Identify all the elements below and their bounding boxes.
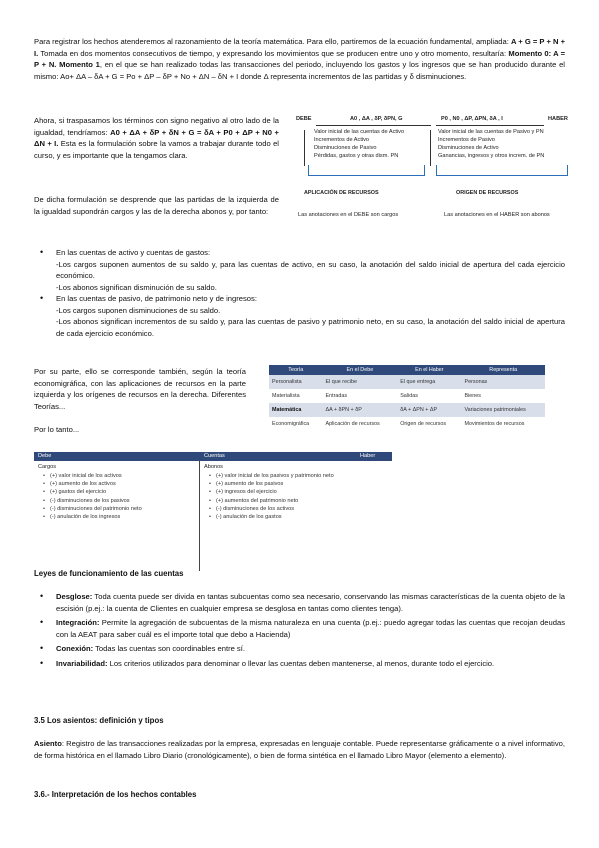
law-term: Integración: bbox=[56, 618, 100, 627]
left-item: Disminuciones de Pasivo bbox=[314, 145, 377, 151]
section-3-5-heading: 3.5 Los asientos: definición y tipos bbox=[34, 716, 164, 725]
law-term: Conexión: bbox=[56, 644, 94, 653]
asiento-text: : Registro de las transacciones realizadas por la empresa, expresadas en lenguaje contable. Puede representarse gráficamente o a nivel informativo, de forma histórica en el llamado Libro Diario (cronológicamente), o bien de forma sintética en el llamado Libro Mayor (elemento a elemento). bbox=[34, 739, 565, 760]
debe-haber-header bbox=[34, 452, 392, 461]
list-item: • (-) disminuciones de los pasivos bbox=[50, 497, 195, 505]
table-cell: δA + ΔPN + ΔP bbox=[397, 403, 461, 417]
table-row bbox=[269, 375, 545, 389]
haber-line bbox=[436, 125, 544, 126]
right-item: Disminuciones de Activo bbox=[438, 145, 499, 151]
list-item: • (+) aumento de los pasivos bbox=[216, 480, 388, 488]
list-item: • (+) ingresos del ejercicio bbox=[216, 488, 388, 496]
table-cell: Economigráfica bbox=[272, 421, 310, 427]
laws-list bbox=[34, 591, 565, 669]
table-cell: Bienes bbox=[464, 393, 481, 399]
list-item bbox=[34, 617, 565, 640]
intro-text-3: , en el que se han realizado todas las transacciones del periodo, incluyendo los gastos y los ingresos que se han producido durante el mismo: Ao+ ΔA – δA + G = Po + ΔP – δP + No + ΔN – δN + I donde Δ representa incrementos de las partidas y δ disminuciones. bbox=[34, 60, 565, 81]
account-rules-list bbox=[34, 247, 565, 339]
intro-text: Para registrar los hechos atenderemos al razonamiento de la teoría matemática. Para ello, partiremos de la ecuación fundamental, ampliada: bbox=[34, 37, 511, 46]
formulation-text-2: Esta es la formulación sobre la vamos a trabajar durante todo el curso, y es importante que la tengamos clara. bbox=[34, 139, 279, 160]
law-term: Invariabilidad: bbox=[56, 658, 108, 668]
right-item: Valor inicial de las cuentas de Pasivo y PN bbox=[438, 129, 544, 135]
asiento-term: Asiento bbox=[34, 739, 62, 748]
aplicacion-label: APLICACIÓN DE RECURSOS bbox=[304, 190, 379, 196]
haber-note: Las anotaciones en el HABER son abonos bbox=[444, 212, 550, 218]
table-cell: Salidas bbox=[400, 393, 418, 399]
column-header: Representa bbox=[461, 365, 545, 375]
list-item-sub: -Los cargos suponen aumentos de su saldo y, para las cuentas de activo, en su caso, la anotación del saldo inicial de apertura del cada ejercicio económico. bbox=[56, 259, 565, 280]
table-cell: El que recibe bbox=[323, 375, 398, 389]
right-item: Incrementos de Pasivo bbox=[438, 137, 495, 143]
list-item: • (-) disminuciones de los activos bbox=[216, 505, 388, 513]
list-item-title: En las cuentas de pasivo, de patrimonio neto y de ingresos: bbox=[56, 294, 257, 303]
origen-label: ORIGEN DE RECURSOS bbox=[456, 190, 519, 196]
cargos-title: Cargos bbox=[38, 464, 57, 470]
list-item-sub: -Los cargos suponen disminuciones de su saldo. bbox=[56, 305, 221, 315]
table-cell: Materialista bbox=[272, 393, 300, 399]
list-item: • (+) gastos del ejercicio bbox=[50, 488, 195, 496]
list-item-sub: -Los abonos significan disminución de su saldo. bbox=[56, 282, 217, 292]
left-item: Valor inicial de las cuentas de Activo bbox=[314, 129, 405, 135]
cuentas-header: Cuentas bbox=[204, 453, 225, 459]
right-formula: P0 , N0 , ΔP, ΔPN, δA , I bbox=[441, 116, 503, 122]
debe-haber-table bbox=[34, 452, 392, 571]
table-cell: Personas bbox=[461, 375, 545, 389]
list-item: • (+) valor inicial de los pasivos y patrimonio neto bbox=[216, 472, 388, 480]
formulation-paragraph bbox=[34, 115, 279, 161]
table-cell: Origen de recursos bbox=[400, 421, 447, 427]
right-item: Ganancias, ingresos y otros increm. de PN bbox=[438, 153, 545, 159]
list-item: • (+) aumentos del patrimonio neto bbox=[216, 497, 388, 505]
list-item: • (-) anulación de los ingresos bbox=[50, 513, 195, 521]
debe-haber-body bbox=[34, 461, 392, 571]
intro-paragraph bbox=[34, 36, 565, 82]
left-item: Pérdidas, gastos y otras dism. PN bbox=[314, 153, 399, 159]
law-text: Toda cuenta puede ser divida en tantas subcuentas como sea necesario, conservando las mismas características de la cuenta objeto de la escisión (p.ej.: la cuenta de Clientes en cualquier empresa se desglosa en tantas como clientes tenga). bbox=[56, 592, 565, 613]
table-cell: Aplicación de recursos bbox=[325, 421, 380, 427]
table-row bbox=[269, 389, 545, 403]
accounting-equation-diagram bbox=[296, 116, 579, 236]
equation-ampliada: A + G = P + N + I. bbox=[34, 37, 566, 58]
cargos-list bbox=[38, 472, 195, 521]
law-text: Los criterios utilizados para denominar o llevar las cuentas deben mantenerse, al menos, durante todo el ejercicio. bbox=[107, 658, 495, 668]
list-item bbox=[34, 247, 565, 293]
laws-heading: Leyes de funcionamiento de las cuentas bbox=[34, 569, 184, 578]
list-item bbox=[34, 658, 565, 670]
law-text: Permite la agregación de subcuentas de la misma naturaleza en una cuenta (p.ej.: puedo agregar todas las cuentas que recojan deudas con la AEAT para saber cuál es el importe total que debo a Hacienda) bbox=[56, 618, 565, 639]
left-item: Incrementos de Activo bbox=[314, 137, 370, 143]
momento0-equation: A = P + N. bbox=[34, 48, 565, 69]
left-formula: A0 , ΔA , δP, δPN, G bbox=[350, 116, 403, 122]
haber-header: Haber bbox=[360, 453, 376, 459]
column-header: Teoría bbox=[269, 365, 323, 375]
haber-bracket bbox=[430, 130, 431, 166]
cargos-abonos-paragraph: De dicha formulación se desprende que las partidas de la izquierda de la igualdad supondrán cargos y las de la derecha abonos y, por tanto: bbox=[34, 195, 279, 216]
column-header: En el Haber bbox=[397, 365, 461, 375]
formulation-text: Ahora, si traspasamos los términos con signo negativo al otro lado de la igualdad, tendríamos: bbox=[34, 116, 279, 137]
table-row bbox=[269, 417, 545, 431]
table-cell: Matemática bbox=[269, 403, 323, 417]
debe-label: DEBE bbox=[296, 116, 312, 122]
left-brace bbox=[308, 165, 425, 176]
theories-paragraph: Por su parte, ello se corresponde también, según la teoría economigráfica, con las aplicaciones de recursos en la parte izquierda y los orígenes de recursos en la derecha. Diferentes Teorías... bbox=[34, 367, 246, 411]
debe-header: Debe bbox=[38, 453, 52, 459]
column-header: En el Debe bbox=[323, 365, 398, 375]
table-cell: Variaciones patrimoniales bbox=[461, 403, 545, 417]
por-lo-tanto: Por lo tanto... bbox=[34, 425, 80, 434]
list-item: • (-) disminuciones del patrimonio neto bbox=[50, 505, 195, 513]
table-cell: Movimientos de recursos bbox=[464, 421, 525, 427]
list-item bbox=[34, 591, 565, 614]
table-cell: ΔA + δPN + δP bbox=[323, 403, 398, 417]
cargos-column bbox=[34, 461, 199, 571]
right-brace bbox=[436, 165, 568, 176]
table-row bbox=[269, 403, 545, 417]
formulation-equation: A0 + ΔA + δP + δN + G = δA + P0 + ΔP + N0 + ΔN + I. bbox=[34, 127, 279, 148]
list-item: • (-) anulación de los gastos bbox=[216, 513, 388, 521]
section-3-6-heading: 3.6.- Interpretación de los hechos contables bbox=[34, 790, 197, 799]
haber-label: HABER bbox=[548, 116, 568, 122]
list-item-sub: -Los abonos significan incrementos de su saldo y, para las cuentas de pasivo y patrimonio neto, en su caso, la anotación del saldo inicial de apertura de cada ejercicio económico. bbox=[56, 317, 565, 338]
debe-bracket bbox=[304, 130, 305, 166]
intro-text-2: Tomada en dos momentos consecutivos de tiempo, y expresando los movimientos que se producen entre uno y otro momento, resultaría: bbox=[38, 48, 509, 58]
law-term: Desglose: bbox=[56, 592, 93, 601]
table-cell: El que entrega bbox=[397, 375, 461, 389]
table-cell: Personalista bbox=[269, 375, 323, 389]
debe-line bbox=[316, 125, 431, 126]
list-item-title: En las cuentas de activo y cuentas de gastos: bbox=[56, 248, 211, 257]
list-item bbox=[34, 643, 565, 655]
table-cell: Entradas bbox=[325, 393, 348, 399]
abonos-list bbox=[204, 472, 388, 521]
asiento-paragraph bbox=[34, 738, 565, 761]
momento1-label: Momento 1 bbox=[59, 60, 100, 69]
list-item bbox=[34, 293, 565, 339]
abonos-title: Abonos bbox=[204, 464, 223, 470]
list-item: • (+) valor inicial de los activos bbox=[50, 472, 195, 480]
list-item: • (+) aumento de los activos bbox=[50, 480, 195, 488]
debe-note: Las anotaciones en el DEBE son cargos bbox=[298, 212, 399, 218]
law-text: Todas las cuentas son coordinables entre sí. bbox=[93, 644, 245, 653]
abonos-column bbox=[199, 461, 392, 571]
table-header-row bbox=[269, 365, 545, 375]
momento0-label: Momento 0: bbox=[508, 48, 554, 58]
theories-table bbox=[269, 365, 545, 431]
